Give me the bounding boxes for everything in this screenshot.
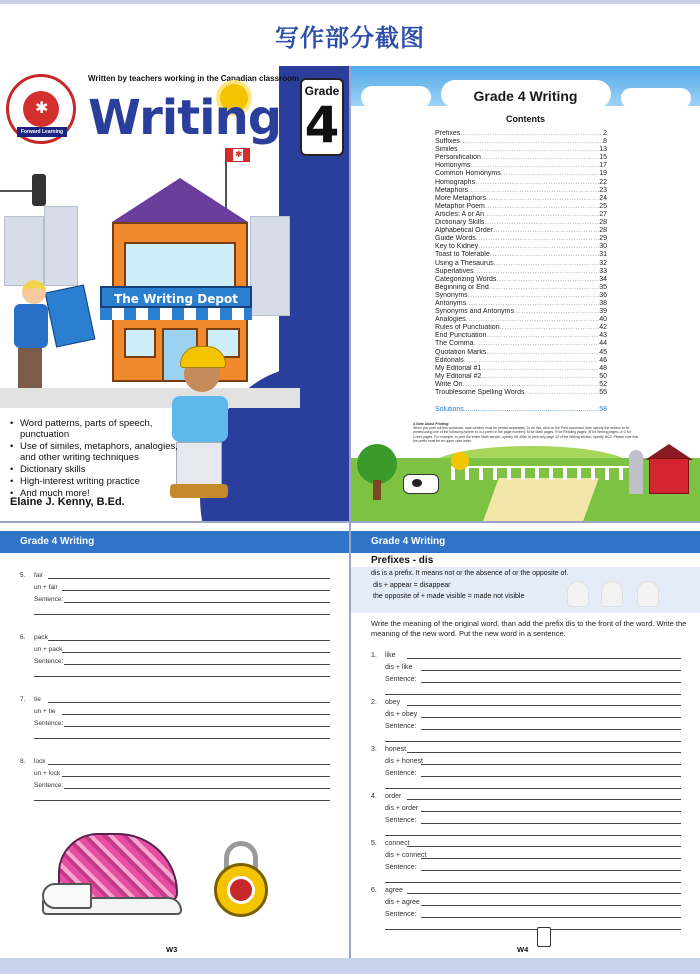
toc-entry-title: Dictionary Skills <box>435 219 485 227</box>
exercise-label: Sentence: <box>385 723 417 730</box>
writing-line[interactable] <box>385 741 681 742</box>
printing-note-text: When you print out this workbook, each section must be printed separately. To do this, click on the Print command, then specify the section to be printed using one of the following (where xx is a prefix in the page number): M for Math pages; R for Reading pages; W for Writing pages; or C for Cover pages. For example, to print the entire Math section, specify M1-M96; to print only page 12 of the Writing section, specify W12. Please note that the prefix must be an upper case letter. <box>413 426 639 443</box>
writing-line[interactable] <box>421 729 681 730</box>
exercise-number: 5. <box>371 840 377 847</box>
exercise-label: dis + obey <box>385 711 418 718</box>
horizontal-divider <box>0 521 700 523</box>
exercise-label: Sentence: <box>34 782 64 789</box>
feature-item: • Use of similes, metaphors, analogies, and other writing techniques <box>10 441 180 463</box>
exercise-label: Sentence: <box>34 596 64 603</box>
toc-entry-title: Personification <box>435 154 481 162</box>
exercise-label: tie <box>34 696 41 703</box>
toc-entry-title: Metaphors <box>435 186 469 194</box>
toc-entry-page: 27 <box>599 210 607 218</box>
toc-entry-page: 17 <box>599 162 607 170</box>
toc-entry-page: 42 <box>599 324 607 332</box>
toc-entry[interactable] <box>435 276 607 284</box>
exercise-number: 7. <box>20 696 26 703</box>
writing-line[interactable] <box>407 658 681 659</box>
maple-leaf-icon: ✱ <box>23 91 59 127</box>
toc-entry-page: 32 <box>599 259 607 267</box>
exercise-item <box>371 649 681 697</box>
sidewalk <box>0 388 300 408</box>
exercise-label: connect <box>385 840 410 847</box>
store-roof <box>112 178 248 222</box>
toc-entry-title: The Comma <box>435 340 474 348</box>
blueprint-icon <box>45 284 96 347</box>
exercise-number: 4. <box>371 793 377 800</box>
toc-entry-title: End Punctuation <box>435 332 487 340</box>
toc-entry[interactable] <box>435 308 607 316</box>
store-window <box>124 242 236 288</box>
fence <box>451 466 631 480</box>
toc-entry-title: Synonyms and Antonyms <box>435 308 514 316</box>
writing-line[interactable] <box>385 929 681 930</box>
exercise-label: Sentence: <box>385 864 417 871</box>
table-of-contents <box>435 130 607 397</box>
toc-entry-title: Synonyms <box>435 291 468 299</box>
exercise-label: dis + connect <box>385 852 427 859</box>
toc-entry-page: 39 <box>599 308 607 316</box>
prefix-example: the opposite of + made visible = made not visible <box>373 593 525 600</box>
cover-page <box>0 66 349 521</box>
section-title: Prefixes - dis <box>371 555 434 566</box>
toc-entry-title: Homonyms <box>435 162 471 170</box>
writing-line[interactable] <box>421 764 681 765</box>
writing-line[interactable] <box>48 702 330 703</box>
toc-entry[interactable] <box>435 365 607 373</box>
toc-entry[interactable] <box>435 316 607 324</box>
toc-entry[interactable] <box>435 227 607 235</box>
toc-entry[interactable] <box>435 268 607 276</box>
toc-entry-page: 35 <box>599 283 607 291</box>
toc-entry-page: 15 <box>599 154 607 162</box>
toc-entry-page: 23 <box>599 186 607 194</box>
toc-entry[interactable] <box>435 195 607 203</box>
toc-entry-page: 8 <box>603 138 607 146</box>
boy-legs <box>176 442 222 486</box>
toc-entry-title: Homographs <box>435 178 476 186</box>
writing-line[interactable] <box>385 694 681 695</box>
writing-line[interactable] <box>385 788 681 789</box>
writing-line[interactable] <box>421 858 681 859</box>
writing-line[interactable] <box>34 676 330 677</box>
page-header-title: Grade 4 Writing <box>20 536 95 547</box>
traffic-light-icon <box>32 174 46 206</box>
writing-line[interactable] <box>34 800 330 801</box>
exercise-label: Sentence: <box>385 770 417 777</box>
publisher-ribbon: Forward Learning <box>17 127 67 137</box>
instructions: Write the meaning of the original word, than add the prefix dis to the front of the word. Write the meaning of the new word. Put the new word in a sentence. <box>371 619 687 638</box>
page-header-title: Grade 4 Writing <box>371 536 446 547</box>
writing-line[interactable] <box>407 799 681 800</box>
toc-entry-title: Superlatives <box>435 267 474 275</box>
contents-heading: Grade 4 Writing <box>473 88 578 104</box>
toc-entry-page: 45 <box>599 348 607 356</box>
toc-entry-title: Prefixes <box>435 130 461 137</box>
toc-entry[interactable] <box>435 211 607 219</box>
writing-line[interactable] <box>421 905 681 906</box>
toc-entry-page: 34 <box>599 275 607 283</box>
writing-line[interactable] <box>62 714 330 715</box>
toc-entry[interactable] <box>435 203 607 211</box>
toc-entry-page: 22 <box>599 178 607 186</box>
grade-badge <box>300 78 344 156</box>
toc-entry-title: Rules of Punctuation <box>435 324 500 332</box>
exercise-number: 1. <box>371 652 377 659</box>
outlet-icon <box>537 927 551 947</box>
store-awning <box>100 308 252 320</box>
toc-entry[interactable] <box>435 243 607 251</box>
exercise-item <box>20 693 330 741</box>
exercise-label: dis + agree <box>385 899 420 906</box>
writing-line[interactable] <box>385 835 681 836</box>
writing-line[interactable] <box>407 893 681 894</box>
publisher-logo <box>6 74 76 144</box>
toc-entry-page: 29 <box>599 235 607 243</box>
toc-entry[interactable] <box>435 187 607 195</box>
printing-note-title: A Note About Printing: <box>413 422 450 426</box>
cover-title: Writing <box>88 90 282 146</box>
toc-entry-page: 38 <box>599 299 607 307</box>
exercise-label: fair <box>34 572 44 579</box>
toc-entry-page: 50 <box>599 372 607 380</box>
writing-line[interactable] <box>421 811 681 812</box>
writing-line[interactable] <box>62 776 330 777</box>
store-sign: The Writing Depot <box>100 286 252 308</box>
exercise-label: Sentence: <box>385 911 417 918</box>
exercise-number: 5. <box>20 572 26 579</box>
exercise-label: like <box>385 652 396 659</box>
feature-item: • Word patterns, parts of speech, punctuation <box>10 418 180 440</box>
toc-entry-title: Guide Words <box>435 235 476 243</box>
girl-legs <box>18 348 42 388</box>
toc-entry-page: 36 <box>599 291 607 299</box>
hard-hat-icon <box>180 346 226 368</box>
printing-note <box>413 422 639 443</box>
header <box>0 0 700 66</box>
exercise-label: lock <box>34 758 46 765</box>
worksheet-page-w3 <box>0 523 349 958</box>
feature-item: • And much more! <box>10 488 180 499</box>
toc-entry-page: 13 <box>599 146 607 154</box>
toc-entry-title: Metaphor Poem <box>435 202 485 210</box>
writing-line[interactable] <box>407 846 681 847</box>
grade-number: 4 <box>304 96 340 154</box>
writing-line[interactable] <box>421 682 681 683</box>
exercise-label: Sentence: <box>385 676 417 683</box>
toc-entry-page: 25 <box>599 202 607 210</box>
header-rule <box>0 0 700 4</box>
exercise-label: order <box>385 793 402 800</box>
toc-entry[interactable] <box>435 340 607 348</box>
exercise-item <box>371 790 681 838</box>
toc-entry[interactable] <box>435 146 607 154</box>
toc-entry-page: 52 <box>599 380 607 388</box>
writing-line[interactable] <box>407 705 681 706</box>
feature-item: • Dictionary skills <box>10 464 180 475</box>
exercise-number: 8. <box>20 758 26 765</box>
writing-line[interactable] <box>64 664 330 665</box>
toc-entry-page: 55 <box>599 389 607 396</box>
toc-entry-title: Categorizing Words <box>435 275 497 283</box>
toc-entry-title: Beginning or End <box>435 283 489 291</box>
exercise-number: 2. <box>371 699 377 706</box>
worksheet-page-w4 <box>351 523 700 958</box>
toc-entry[interactable] <box>435 170 607 178</box>
toc-entry-title: My Editorial #1 <box>435 364 482 372</box>
ghost-icon <box>601 581 623 607</box>
writing-line[interactable] <box>48 578 330 579</box>
contents-subheading: Contents <box>506 114 545 124</box>
vertical-divider <box>349 66 351 974</box>
exercise-number: 6. <box>20 634 26 641</box>
exercise-label: dis + like <box>385 664 413 671</box>
background-house <box>250 216 290 316</box>
silo-icon <box>629 450 643 494</box>
exercise-number: 3. <box>371 746 377 753</box>
exercise-label: Sentence: <box>34 658 64 665</box>
cover-tagline: Written by teachers working in the Canadian classroom <box>88 74 300 83</box>
writing-line[interactable] <box>64 602 330 603</box>
toc-entry-title: Common Homonyms <box>435 170 501 178</box>
toc-entry-title: My Editorial #2 <box>435 372 482 380</box>
toc-solutions-title: Solutions <box>435 406 464 413</box>
toc-entry[interactable] <box>435 260 607 268</box>
toc-entry[interactable] <box>435 154 607 162</box>
grade-label: Grade <box>304 84 340 98</box>
toc-entry-page: 48 <box>599 364 607 372</box>
toc-entry[interactable] <box>435 373 607 381</box>
tree-trunk <box>373 480 381 500</box>
writing-line[interactable] <box>407 752 681 753</box>
exercise-label: pack <box>34 634 48 641</box>
toc-entry[interactable] <box>435 219 607 227</box>
toc-entry-title: More Metaphors <box>435 194 486 202</box>
toc-entry-page: 40 <box>599 316 607 324</box>
toc-entry-title: Alphabetical Order <box>435 227 493 235</box>
toc-entry-page: 24 <box>599 194 607 202</box>
writing-line[interactable] <box>421 670 681 671</box>
page-number: W3 <box>166 945 178 954</box>
exercise-label: un + lock <box>34 770 61 777</box>
toc-entry-page: 2 <box>603 130 607 137</box>
writing-line[interactable] <box>48 764 330 765</box>
writing-line[interactable] <box>62 590 330 591</box>
girl-body <box>14 304 48 348</box>
toc-entry[interactable] <box>435 179 607 187</box>
toc-entry-title: Quotation Marks <box>435 348 487 356</box>
farm-road <box>483 478 599 521</box>
toc-entry-title: Articles: A or An <box>435 210 485 218</box>
exercise-label: un + fair <box>34 584 58 591</box>
toc-entry-title: Troublesome Spelling Words <box>435 389 525 396</box>
toc-entry[interactable] <box>435 138 607 146</box>
ghost-icon <box>567 581 589 607</box>
toc-entry-title: Antonyms <box>435 299 467 307</box>
toc-entry-title: Suffixes <box>435 138 460 146</box>
footer-band <box>0 958 700 974</box>
writing-line[interactable] <box>64 726 330 727</box>
canada-flag-icon: ✱ <box>226 148 250 162</box>
exercise-item <box>371 743 681 791</box>
toc-entry-title: Key to Kidney <box>435 243 479 251</box>
toc-entry[interactable] <box>435 162 607 170</box>
page-number: W4 <box>517 945 529 954</box>
exercise-item <box>20 755 330 803</box>
exercise-label: obey <box>385 699 401 706</box>
toc-entry-title: Write On <box>435 380 463 388</box>
ghost-icon <box>637 581 659 607</box>
toc-entry[interactable] <box>435 349 607 357</box>
cow-icon <box>403 474 439 494</box>
toc-entry[interactable] <box>435 389 607 397</box>
exercise-number: 6. <box>371 887 377 894</box>
background-house <box>4 216 44 286</box>
toc-entry[interactable] <box>435 381 607 389</box>
exercise-item <box>371 696 681 744</box>
store-window <box>124 328 156 358</box>
exercise-label: un + tie <box>34 708 56 715</box>
toc-entry-title: Analogies <box>435 316 466 324</box>
toc-entry-page: 30 <box>599 243 607 251</box>
page-title: 写作部分截图 <box>275 24 425 52</box>
exercise-label: honest <box>385 746 407 753</box>
exercise-label: Sentence: <box>34 720 64 727</box>
exercise-label: agree <box>385 887 403 894</box>
writing-line[interactable] <box>48 640 330 641</box>
padlock-body <box>214 863 268 917</box>
toc-entry[interactable] <box>435 235 607 243</box>
background-house <box>44 206 78 286</box>
toc-entry-title: Toast to Tolerable <box>435 251 490 259</box>
writing-line[interactable] <box>385 882 681 883</box>
writing-line[interactable] <box>421 776 681 777</box>
writing-line[interactable] <box>34 738 330 739</box>
toc-entry[interactable] <box>435 300 607 308</box>
exercise-label: un + pack <box>34 646 63 653</box>
writing-line[interactable] <box>421 717 681 718</box>
toc-entry-page: 44 <box>599 340 607 348</box>
writing-line[interactable] <box>421 870 681 871</box>
feature-item: • High-interest writing practice <box>10 476 180 487</box>
toc-entry-title: Editorials <box>435 356 464 364</box>
prefix-example: dis + appear = disappear <box>373 582 451 589</box>
toc-solutions[interactable] <box>435 406 607 413</box>
barn-icon <box>649 458 689 494</box>
toc-entry-page: 19 <box>599 170 607 178</box>
toc-entry[interactable] <box>435 130 607 138</box>
boy-body <box>172 396 228 442</box>
toc-entry-page: 31 <box>599 251 607 259</box>
toc-entry-page: 33 <box>599 267 607 275</box>
toc-entry[interactable] <box>435 357 607 365</box>
toc-entry[interactable] <box>435 292 607 300</box>
exercise-item <box>371 884 681 932</box>
contents-page <box>351 66 700 521</box>
writing-line[interactable] <box>421 823 681 824</box>
exercise-item <box>20 631 330 679</box>
writing-line[interactable] <box>64 788 330 789</box>
toc-solutions-page: 58 <box>599 406 607 413</box>
prefix-definition: dis is a prefix. It means not or the absence of or the opposite of. <box>371 570 569 577</box>
exercise-label: dis + order <box>385 805 419 812</box>
exercise-label: Sentence: <box>385 817 417 824</box>
toc-entry[interactable] <box>435 324 607 332</box>
exercise-label: dis + honest <box>385 758 423 765</box>
toc-entry[interactable] <box>435 332 607 340</box>
cover-author: Elaine J. Kenny, B.Ed. <box>10 496 125 508</box>
toc-entry[interactable] <box>435 284 607 292</box>
toc-entry[interactable] <box>435 251 607 259</box>
toc-entry-title: Using a Thesaurus <box>435 259 494 267</box>
writing-line[interactable] <box>34 614 330 615</box>
toc-entry-page: 46 <box>599 356 607 364</box>
toc-entry-page: 28 <box>599 227 607 235</box>
writing-line[interactable] <box>421 917 681 918</box>
toc-entry-title: Similes <box>435 146 458 154</box>
sun-icon <box>451 452 469 470</box>
girl-illustration <box>22 280 46 304</box>
cover-feature-list <box>10 418 180 500</box>
exercise-item <box>371 837 681 885</box>
exercise-item <box>20 569 330 617</box>
toc-entry-page: 43 <box>599 332 607 340</box>
writing-line[interactable] <box>62 652 330 653</box>
sneaker-icon <box>38 827 184 917</box>
tree-icon <box>357 444 397 484</box>
toc-entry-page: 28 <box>599 219 607 227</box>
